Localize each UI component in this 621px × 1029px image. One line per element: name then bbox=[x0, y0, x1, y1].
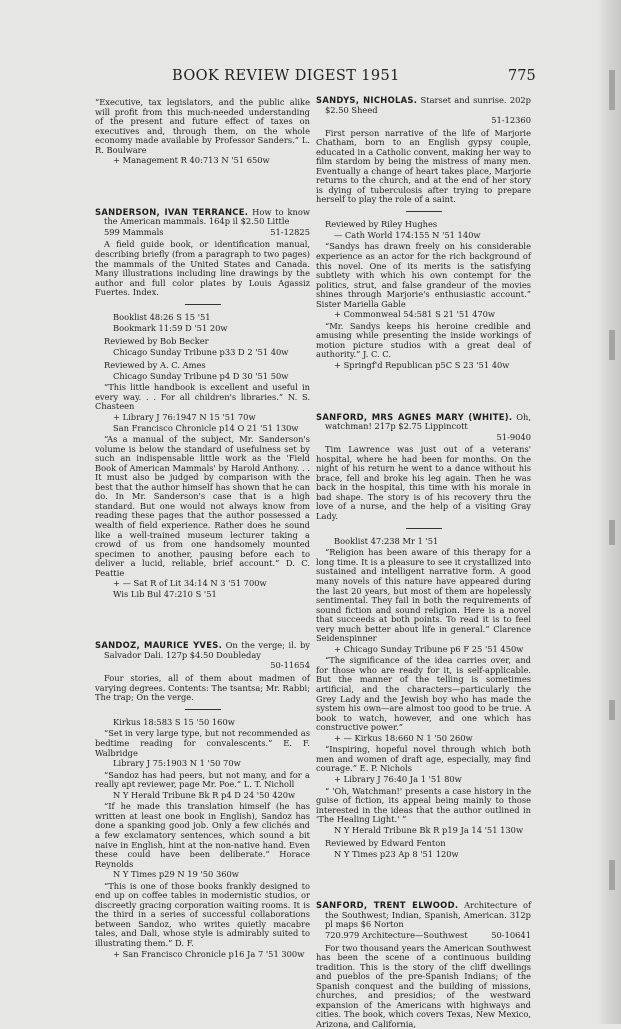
page-number: 775 bbox=[508, 68, 536, 84]
entry-heading bbox=[95, 641, 310, 660]
catalog-number: 51-9040 bbox=[496, 431, 531, 442]
author-name: SANDYS, NICHOLAS. bbox=[316, 95, 418, 105]
review-paragraph: A field guide book, or identification manual, describing briefly (from a paragraph to two pages) the mammals of the United States and Canada. Many illustrations including line drawings by the author and full color plates by Louis Agassiz Fuertes. Index. bbox=[95, 239, 310, 298]
citation: + Springf'd Republican p5C S 23 '51 40w bbox=[334, 359, 510, 370]
right-column bbox=[316, 96, 531, 1029]
review-paragraph: “This is one of those books frankly designed to end up on coffee tables in modernistic studios, or discreetly gracing corporation waiting rooms. It is the third in a series of successful collaborations between Sandoz, who writes quietly macabre tales, and Dali, whose style is admirably suited to illustrating them.” D. F. bbox=[95, 880, 310, 948]
book-title-info: On the verge; il. by Salvador Dali. 127p $4.50 Doubleday bbox=[104, 640, 310, 660]
review-paragraph: “If he made this translation himself (he has written at least one book in English), Sandoz has done a spanking good job. Only a few clichés and a few exclamatory sentences, which sound a bit naive in English, hint at the non-native hand. Even these could have been deliberate.” Horace Reynolds bbox=[95, 801, 310, 869]
review-paragraph: For two thousand years the American Southwest has been the scene of a continuous building tradition. This is the story of the cliff dwellings and pueblos of the pre-Spanish Indians; of the Spanish conquest and the building of missions, churches, and presidios; of the westward expansion of the Americans with highways and cities. The book, which covers Texas, New Mexico, Arizona, and California, bbox=[316, 942, 531, 1029]
entry-heading bbox=[95, 208, 310, 227]
divider-rule bbox=[406, 211, 442, 212]
review-paragraph: “Sandys has drawn freely on his considerable experience as an actor for the rich background of this novel. One of its merits is the satisfying subtlety with which his own contempt for the politics, strut, and false grandeur of the movies shines through Marjorie's enthusiastic account.” Sister Mariella Gable bbox=[316, 241, 531, 309]
divider-rule bbox=[185, 709, 221, 710]
divider-rule bbox=[185, 304, 221, 305]
citation: + — Sat R of Lit 34:14 N 3 '51 700w bbox=[113, 578, 267, 589]
book-title-info: How to know the American mammals. 164p il $2.50 Little bbox=[104, 206, 310, 227]
classification-line bbox=[95, 228, 310, 238]
reviewer-line: Reviewed by Riley Hughes bbox=[325, 219, 438, 230]
running-head: BOOK REVIEW DIGEST 1951 bbox=[172, 68, 400, 84]
book-title-info: Starset and sunrise. 202p $2.50 Sheed bbox=[325, 95, 531, 115]
review-paragraph: “Executive, tax legislators, and the public alike will profit from this much-needed understanding of the present and future effect of taxes on executives and, through them, on the whole economy made available by Professor Sanders.” L. R. Boulware bbox=[95, 97, 310, 155]
citation: Booklist 47:238 Mr 1 '51 bbox=[334, 535, 439, 546]
catalog-number: 50-10641 bbox=[491, 929, 531, 940]
citation: + Commonweal 54:581 S 21 '51 470w bbox=[334, 309, 496, 320]
classification-line bbox=[316, 116, 531, 126]
citation: + — Kirkus 18:660 N 1 '50 260w bbox=[334, 732, 473, 743]
reviewer-line: Reviewed by A. C. Ames bbox=[104, 360, 206, 371]
scan-page-edge bbox=[597, 0, 621, 1024]
classification-line bbox=[95, 661, 310, 671]
review-paragraph: “Mr. Sandys keeps his heroine credible and amusing while presenting the inside workings of motion picture studios with a great deal of authority.” J. C. C. bbox=[316, 320, 531, 360]
citation: Chicago Sunday Tribune p4 D 30 '51 50w bbox=[113, 370, 289, 381]
subject-class: 599 Mammals bbox=[104, 226, 164, 237]
citation: — Cath World 174:155 N '51 140w bbox=[334, 229, 481, 240]
citation: N Y Times p23 Ap 8 '51 120w bbox=[334, 848, 459, 859]
citation: + Library J 76:40 Ja 1 '51 80w bbox=[334, 773, 462, 784]
review-paragraph: “ 'Oh, Watchman!' presents a case history in the guise of fiction, its appeal being mainly to those interested in the ideas that the author outlined in 'The Healing Light.' ” bbox=[316, 785, 531, 825]
subject-class: 720.979 Architecture—Southwest bbox=[325, 929, 468, 940]
citation: Kirkus 18:583 S 15 '50 160w bbox=[113, 716, 235, 727]
citation: + Management R 40:713 N '51 650w bbox=[113, 155, 270, 166]
divider-rule bbox=[406, 528, 442, 529]
citation: Library J 75:1903 N 1 '50 70w bbox=[113, 758, 241, 769]
review-paragraph: Four stories, all of them about madmen of varying degrees. Contents: The tsantsa; Mr. Rabbi; The trap; On the verge. bbox=[95, 673, 310, 703]
review-paragraph: Tim Lawrence was just out of a veterans' hospital, where he had been for months. On the night of his return he went to a dance without his brace, fell and broke his leg again. Then he was back in the hospital, this time with his morale in bad shape. The story is of his recovery thru the love of a nurse, and the help of a visiting Gray Lady. bbox=[316, 444, 531, 521]
citation: Bookmark 11:59 D '51 20w bbox=[113, 322, 228, 333]
reviewer-line: Reviewed by Edward Fenton bbox=[325, 838, 446, 849]
book-title-info: Oh, watchman! 217p $2.75 Lippincott bbox=[325, 411, 531, 432]
left-column bbox=[95, 96, 310, 959]
citation: + Library J 76:1947 N 15 '51 70w bbox=[113, 411, 256, 422]
citation: + San Francisco Chronicle p16 Ja 7 '51 300w bbox=[113, 948, 305, 959]
author-name: SANFORD, TRENT ELWOOD. bbox=[316, 900, 459, 911]
citation: Wis Lib Bul 47:210 S '51 bbox=[113, 588, 217, 599]
citation: N Y Herald Tribune Bk R p19 Ja 14 '51 130w bbox=[334, 824, 524, 835]
catalog-number: 51-12825 bbox=[270, 226, 310, 237]
classification-line bbox=[316, 931, 531, 941]
entry-heading bbox=[316, 413, 531, 432]
citation: N Y Herald Tribune Bk R p4 D 24 '50 420w bbox=[113, 789, 296, 800]
entry-heading bbox=[316, 901, 531, 930]
entry-heading bbox=[316, 96, 531, 115]
catalog-number: 50-11654 bbox=[270, 660, 310, 671]
review-paragraph: “Religion has been aware of this therapy for a long time. It is a pleasure to see it crystallized into sustained and intelligent narrative form. A good many novels of this nature have appeared during the last 20 years, but most of them are hopelessly sentimental. They fail in both the requirements of sound fiction and sound religion. Here is a novel that succeeds at both points. To read it is to feel very much better about life in general.” Clarence Seidenspinner bbox=[316, 547, 531, 644]
citation: San Francisco Chronicle p14 O 21 '51 130w bbox=[113, 422, 299, 433]
author-name: SANDERSON, IVAN TERRANCE. bbox=[95, 206, 249, 217]
citation: Booklist 48:26 S 15 '51 bbox=[113, 312, 211, 323]
reviewer-line: Reviewed by Bob Becker bbox=[104, 336, 209, 347]
review-paragraph: “Sandoz has had peers, but not many, and for a really apt reviewer, page Mr. Poe.” L. T. Nicholl bbox=[95, 769, 310, 790]
review-paragraph: “The significance of the idea carries over, and for those who are ready for it, is self-applicable. But the manner of the telling is sometimes artificial, and the characters—particularly the Grey Lady and the Jewish boy who has made the system his own—are almost too good to be true. A book to watch, however, and one which has constructive power.” bbox=[316, 655, 531, 733]
review-paragraph: “This little handbook is excellent and useful in every way. . . For all children's libraries.” N. S. Chasteen bbox=[95, 382, 310, 412]
review-paragraph: “Set in very large type, but not recommended as bedtime reading for convalescents.” E. F. Walbridge bbox=[95, 728, 310, 758]
review-paragraph: “Inspiring, hopeful novel through which both men and women of draft age, especially, may find courage.” E. P. Nichols bbox=[316, 744, 531, 774]
review-paragraph: First person narrative of the life of Marjorie Chatham, born to an English gypsy couple, educated in a Catholic convent, making her way to film stardom by being the mistress of many men. Eventually a change of heart takes place, Marjorie returns to the church, and at the end of her story is dying of tuberculosis after trying to prepare herself to play the role of a saint. bbox=[316, 127, 531, 205]
review-paragraph: “As a manual of the subject, Mr. Sanderson's volume is below the standard of usefulness set by such an indispensable little work as the 'Field Book of American Mammals' by Harold Anthony. . . It must also be judged by comparison with the best that the author himself has shown that he can do. In Mr. Sanderson's case that is a high standard. But one would not always know from reading these pages that the author possessed a wealth of field experience. Rather does he sound like a well-trained museum lecturer taking a crowd of us from one handsomely mounted specimen to another, pausing before each to deliver a lucid, reliable, brief account.” D. C. Peattie bbox=[95, 434, 310, 578]
author-name: SANFORD, MRS AGNES MARY (WHITE). bbox=[316, 411, 513, 422]
citation: N Y Times p29 N 19 '50 360w bbox=[113, 869, 239, 880]
author-name: SANDOZ, MAURICE YVES. bbox=[95, 640, 223, 651]
citation: + Chicago Sunday Tribune p6 F 25 '51 450w bbox=[334, 643, 524, 654]
citation: Chicago Sunday Tribune p33 D 2 '51 40w bbox=[113, 346, 289, 357]
book-title-info: Architecture of the Southwest; Indian, Spanish, American. 312p pl maps $6 Norton bbox=[325, 900, 532, 930]
catalog-number: 51-12360 bbox=[491, 115, 531, 126]
classification-line bbox=[316, 433, 531, 443]
